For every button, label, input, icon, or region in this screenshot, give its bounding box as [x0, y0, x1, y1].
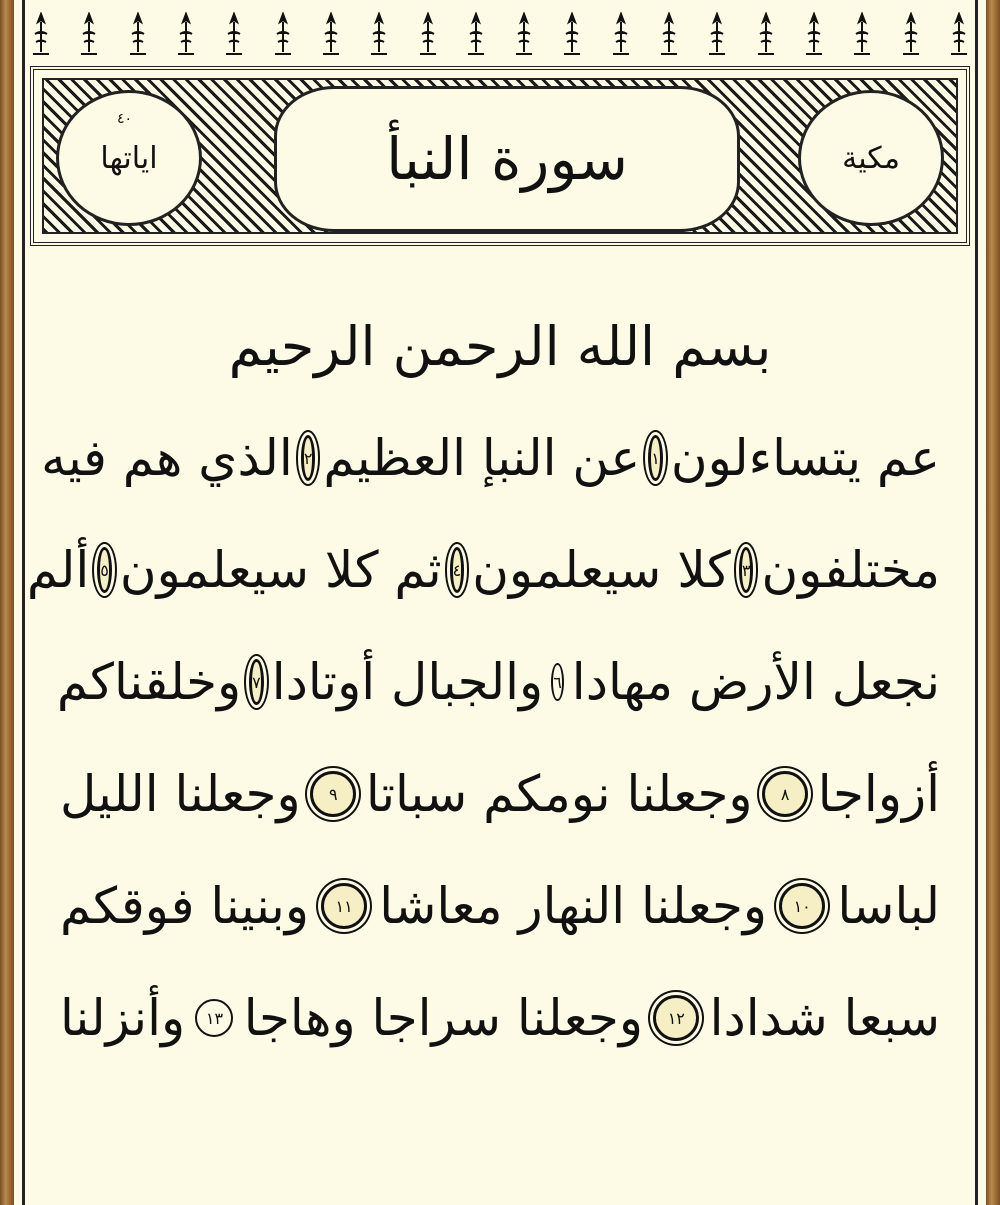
verse-count-label: اياتها — [100, 140, 158, 176]
finial-ornament — [561, 12, 583, 58]
surah-header — [30, 66, 970, 246]
verse-text: ألم — [26, 541, 90, 599]
finial-ornament — [465, 12, 487, 58]
finial-ornament — [368, 12, 390, 58]
verse-text: وجعلنا نومكم سباتا — [365, 765, 753, 823]
decorative-finial-row — [30, 8, 970, 58]
page-rule-left — [22, 0, 25, 1205]
verse-text: ثم كلا سيعلمون — [119, 541, 442, 599]
ayah-number-marker: ١ — [648, 435, 663, 481]
verse-text: أزواجا — [817, 765, 940, 823]
ayah-number-marker: ١٢ — [653, 995, 699, 1041]
verse-text: وأنزلنا — [60, 989, 186, 1047]
finial-ornament — [948, 12, 970, 58]
finial-ornament — [803, 12, 825, 58]
revelation-medallion — [798, 90, 944, 226]
finial-ornament — [706, 12, 728, 58]
ayah-number-marker: ٦ — [551, 663, 564, 701]
quran-text-block — [26, 290, 940, 1074]
ayah-number-marker: ٨ — [762, 771, 808, 817]
ayah-number-marker: ١٠ — [779, 883, 825, 929]
page-border-right — [986, 0, 1000, 1205]
verse-text: كلا سيعلمون — [472, 541, 731, 599]
ayah-number-marker: ١١ — [321, 883, 367, 929]
verse-line — [60, 850, 940, 962]
ayah-number-marker: ٥ — [97, 547, 112, 593]
verse-text: وجعلنا سراجا وهاجا — [243, 989, 643, 1047]
verse-line — [60, 962, 940, 1074]
finial-ornament — [417, 12, 439, 58]
finial-ornament — [127, 12, 149, 58]
verse-text: عم يتساءلون — [670, 429, 940, 487]
finial-ornament — [851, 12, 873, 58]
finial-ornament — [320, 12, 342, 58]
surah-title: سورة النبأ — [386, 125, 628, 193]
basmala-line — [60, 290, 940, 402]
verse-text: لباسا — [837, 877, 940, 935]
finial-ornament — [272, 12, 294, 58]
verse-line — [26, 514, 940, 626]
verse-text: مختلفون — [761, 541, 940, 599]
verse-text: عن النبإ العظيم — [323, 429, 641, 487]
finial-ornament — [755, 12, 777, 58]
verse-text: وجعلنا الليل — [60, 765, 301, 823]
finial-ornament — [658, 12, 680, 58]
finial-ornament — [513, 12, 535, 58]
finial-ornament — [78, 12, 100, 58]
finial-ornament — [610, 12, 632, 58]
verse-count-medallion — [56, 90, 202, 226]
finial-ornament — [30, 12, 52, 58]
ayah-number-marker: ٢ — [301, 435, 316, 481]
title-cartouche — [274, 86, 740, 232]
finial-ornament — [175, 12, 197, 58]
revelation-place: مكية — [842, 140, 900, 176]
ayah-number-marker: ٤ — [450, 547, 465, 593]
ayah-number-marker: ٣ — [739, 547, 754, 593]
page-rule-right — [975, 0, 978, 1205]
page-border-left — [0, 0, 14, 1205]
verse-text: وبنينا فوقكم — [60, 877, 309, 935]
verse-text: وخلقناكم — [56, 653, 242, 711]
ayah-number-marker: ١٣ — [195, 999, 233, 1037]
finial-ornament — [223, 12, 245, 58]
verse-text: سبعا شدادا — [709, 989, 940, 1047]
finial-ornament — [900, 12, 922, 58]
verse-count-number: ٤٠ — [117, 111, 133, 127]
verse-text: نجعل الأرض مهادا — [571, 653, 940, 711]
verse-line — [41, 402, 940, 514]
ayah-number-marker: ٩ — [310, 771, 356, 817]
verse-line — [60, 738, 940, 850]
verse-line — [56, 626, 940, 738]
ayah-number-marker: ٧ — [249, 659, 264, 705]
verse-text: والجبال أوتادا — [271, 653, 544, 711]
verse-text: الذي هم فيه — [41, 429, 293, 487]
verse-text: وجعلنا النهار معاشا — [379, 877, 768, 935]
basmala: بسم الله الرحمن الرحيم — [228, 314, 772, 378]
